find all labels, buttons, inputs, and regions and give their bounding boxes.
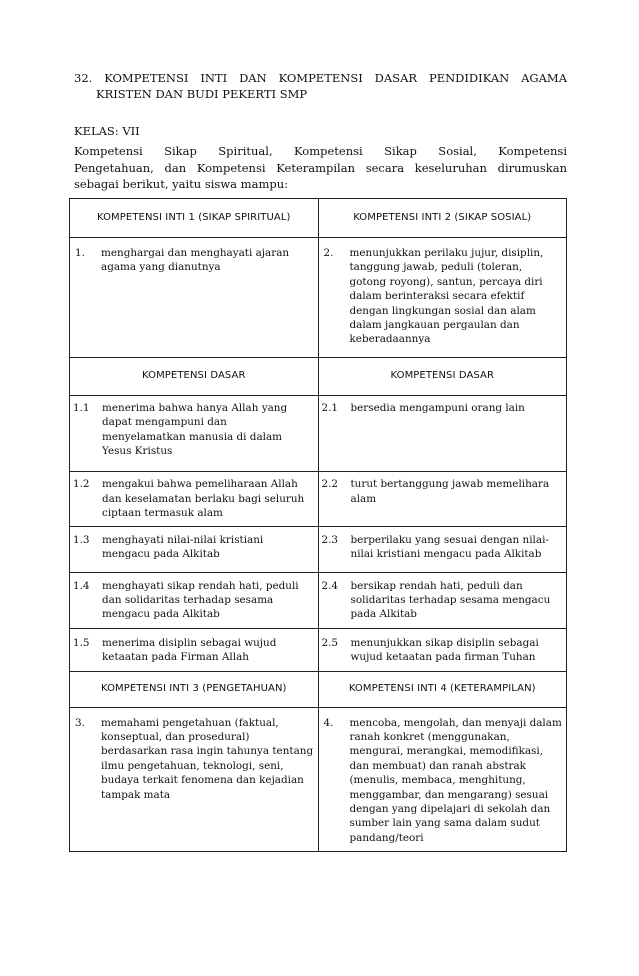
kd-number: 2.5 — [321, 636, 339, 649]
intro-line-2: Pengetahuan, dan Kompetensi Keterampilan secara keseluruhan dirumuskan — [74, 160, 567, 175]
kd-number: 2.3 — [321, 533, 339, 546]
kd-cell-left — [70, 472, 319, 526]
kd-text: menghayati sikap rendah hati, peduli dan solidaritas terhadap sesama mengacu pada Alkitab — [102, 579, 299, 621]
ki2-text: menunjukkan perilaku jujur, disiplin, tanggung jawab, peduli (toleran, gotong royong), santun, percaya diri dalam berinteraksi secara efektif dengan lingkungan sosial dan alam dalam jangkauan pergaulan dan keberadaannya — [349, 247, 544, 346]
kd-number: 1.4 — [73, 579, 90, 592]
ki4-number: 4. — [323, 716, 334, 729]
kd-cell-right — [318, 526, 567, 572]
kd-row — [70, 395, 567, 472]
ki1-text: menghargai dan menghayati ajaran agama yang dianutnya — [101, 247, 290, 274]
ki4-text: mencoba, mengolah, dan menyaji dalam ranah konkret (menggunakan, mengurai, merangkai, memodifikasi, dan membuat) dan ranah abstrak (menulis, membaca, menghitung, menggambar, dan mengarang) sesuai dengan yang dipelajari di sekolah dan sumber lain yang sama dalam sudut pandang/teori — [349, 716, 562, 844]
kd-row — [70, 526, 567, 572]
intro-line-1: Kompetensi Sikap Spiritual, Kompetensi Sikap Sosial, Kompetensi — [74, 144, 567, 158]
kd-cell-left — [70, 395, 319, 472]
kd-text: berperilaku yang sesuai dengan nilai-nilai kristiani mengacu pada Alkitab — [350, 533, 549, 561]
heading-line-1: 32. KOMPETENSI INTI DAN KOMPETENSI DASAR PENDIDIKAN AGAMA — [74, 71, 567, 85]
kd-text: menerima disiplin sebagai wujud ketaatan pada Firman Allah — [102, 636, 277, 664]
ki2-number: 2. — [323, 247, 334, 259]
document-body — [74, 70, 567, 193]
ki1-number: 1. — [75, 247, 85, 259]
kd-cell-right — [318, 628, 567, 671]
kd-text: menunjukkan sikap disiplin sebagai wujud ketaatan pada firman Tuhan — [350, 636, 539, 664]
ki1-header: KOMPETENSI INTI 1 (SIKAP SPIRITUAL) — [70, 199, 319, 238]
kd-number: 2.2 — [321, 478, 339, 491]
kd-number: 2.1 — [321, 401, 339, 414]
ki3-number: 3. — [75, 716, 85, 729]
kd-cell-left — [70, 628, 319, 671]
document-heading — [74, 70, 567, 102]
kd-cell-right — [318, 472, 567, 526]
intro-paragraph — [74, 143, 567, 193]
ki4-cell — [318, 707, 567, 852]
ki3-cell — [70, 707, 319, 852]
intro-line-3: sebagai berikut, yaitu siswa mampu: — [74, 177, 288, 191]
kd-cell-right — [318, 572, 567, 628]
kd-cell-right — [318, 395, 567, 472]
kd-row — [70, 572, 567, 628]
kd-cell-left — [70, 526, 319, 572]
ki3-header: KOMPETENSI INTI 3 (PENGETAHUAN) — [70, 671, 319, 707]
kd-row — [70, 472, 567, 526]
kd-text: turut bertanggung jawab memelihara alam — [350, 478, 550, 505]
kd-text: bersedia mengampuni orang lain — [350, 401, 525, 414]
ki4-header: KOMPETENSI INTI 4 (KETERAMPILAN) — [318, 671, 567, 707]
kd-number: 1.1 — [73, 401, 90, 414]
heading-line-2: KRISTEN DAN BUDI PEKERTI SMP — [96, 87, 308, 101]
kd-row — [70, 628, 567, 671]
kd-number: 2.4 — [321, 579, 339, 592]
kd-number: 1.3 — [73, 533, 90, 546]
kd-number: 1.2 — [73, 478, 90, 491]
ki1-cell — [70, 238, 319, 358]
kd-number: 1.5 — [73, 636, 90, 649]
kd-text: menghayati nilai-nilai kristiani mengacu pada Alkitab — [102, 533, 264, 561]
competency-table — [69, 198, 567, 852]
ki2-cell — [318, 238, 567, 358]
kd-header-left: KOMPETENSI DASAR — [70, 357, 319, 395]
kd-header-right: KOMPETENSI DASAR — [318, 357, 567, 395]
kd-text: mengakui bahwa pemeliharaan Allah dan keselamatan berlaku bagi seluruh ciptaan termasuk alam — [102, 478, 305, 520]
ki2-header: KOMPETENSI INTI 2 (SIKAP SOSIAL) — [318, 199, 567, 238]
kd-cell-left — [70, 572, 319, 628]
kd-text: bersikap rendah hati, peduli dan solidaritas terhadap sesama mengacu pada Alkitab — [350, 579, 551, 621]
ki3-text: memahami pengetahuan (faktual, konseptual, dan prosedural) berdasarkan rasa ingin tahunya tentang ilmu pengetahuan, teknologi, seni, budaya terkait fenomena dan kejadian tampak mata — [101, 716, 314, 801]
kelas-label: KELAS: VII — [74, 124, 140, 138]
kd-text: menerima bahwa hanya Allah yang dapat mengampuni dan menyelamatkan manusia di dalam Yesus Kristus — [102, 401, 288, 458]
